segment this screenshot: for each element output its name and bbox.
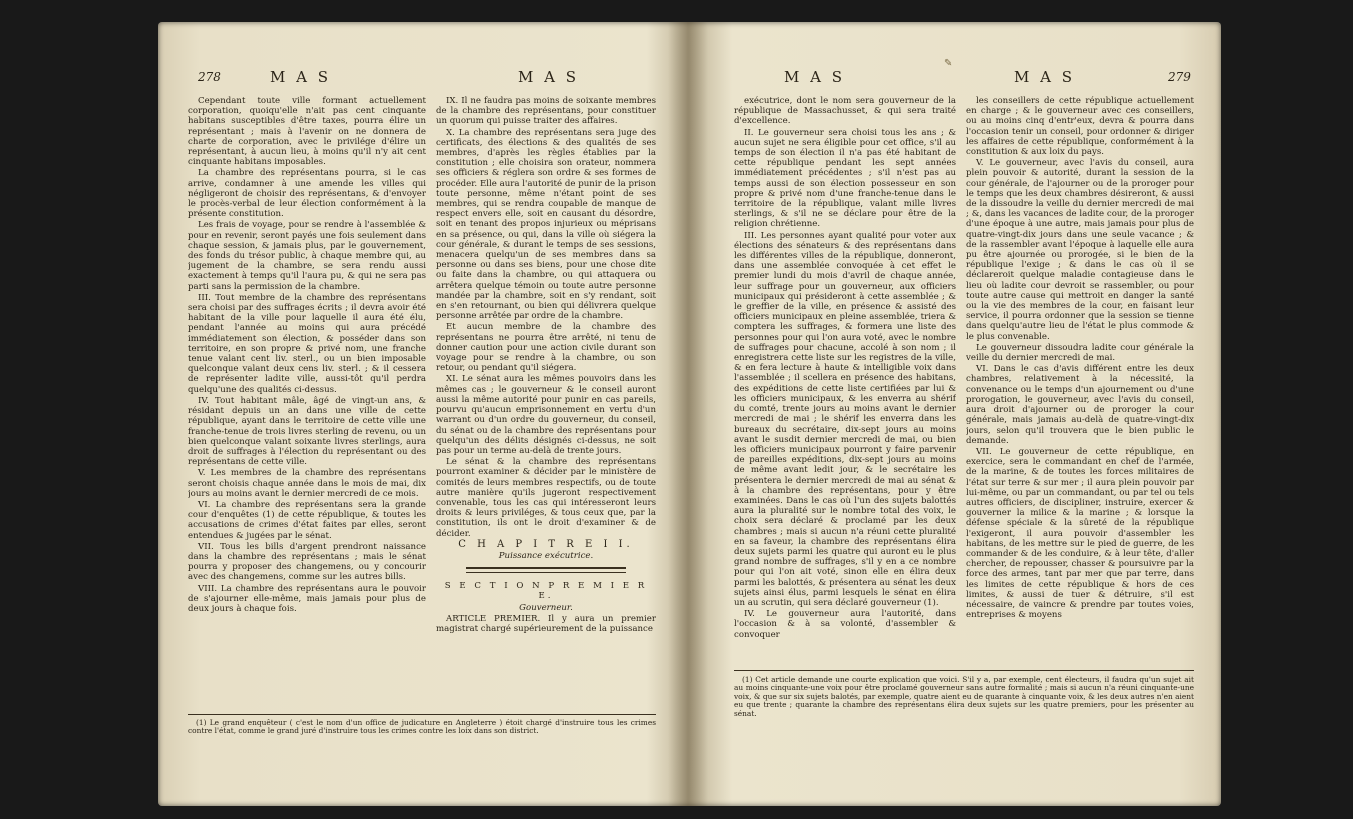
page-number-left: 278 [198, 70, 221, 84]
paragraph: IV. Tout habitant mâle, âgé de vingt-un ans, & résidant depuis un an dans une ville de cette république, ayant dans le territoire de cette ville une franche-tenue de trois livres sterling de revenu, ou un bien quelconque valant soixante livres sterlings, aura droit de suffrages à l'élection du représentant ou des représentans de cette ville. [188, 395, 426, 468]
right-page [698, 22, 1221, 806]
book-spread [158, 22, 1221, 806]
paragraph: VI. La chambre des représentans sera la grande cour d'enquêtes (1) de cette république, & toutes les accusations de crimes d'état faites par elles, seront entendues & jugées par le sénat. [188, 499, 426, 541]
paragraph: Cependant toute ville formant actuellement corporation, quoiqu'elle n'ait pas cent cinquante habitans susceptibles d'être taxes, pourra élire un représentant ; mais à l'avenir on ne donnera de charte de corporation, avec le privilége d'élire un représentant, à aucun lieu, à moins qu'il n'y ait cent cinquante habitans imposables. [188, 96, 426, 168]
section-subtitle: Gouverneur. [519, 602, 573, 613]
footnote-rule [734, 670, 1194, 671]
paragraph: les conseillers de cette république actuellement en charge ; & le gouverneur avec ces conseillers, ou au moins cinq d'entr'eux, devra & pourra dans l'occasion tenir un conseil, pour ordonner & diriger les affaires de cette république, conformément à la constitution & aux loix du pays. [966, 96, 1194, 158]
footnote-text: (1) Cet article demande une courte explication que voici. S'il y a, par exemple, cent électeurs, il faudra qu'un sujet ait au moins cinquante-une voix pour être proclamé gouverneur sans autre formalité ; mais si aucun n'a réuni cinquante-une voix, & que sur six sujets balotés, par exemple, quatre aient eu de quarante à cinquante voix, & les deux autres n'en aient eu que trente ; quarante la chambre des représentans élira deux sujets sur les quatre premiers, pour les présenter au sénat. [734, 676, 1194, 718]
paragraph: II. Le gouverneur sera choisi tous les ans ; & aucun sujet ne sera éligible pour cet office, s'il au temps de son élection il n'a pas été habitant de cette république pendant les sept années immédiatement précédentes ; s'il n'est pas au temps aussi de son élection possesseur en son propre & privé nom d'une franche-tenue dans le territoire de la république, valant mille livres sterlings, & s'il ne se déclare pour être de la religion chrétienne. [734, 127, 956, 230]
section-title: S E C T I O N P R E M I E R E. [444, 581, 648, 602]
footnote-left [188, 719, 656, 759]
paragraph: Le sénat & la chambre des représentans pourront examiner & décider par le ministère de comités de leurs membres respectifs, ou de toute autre manière qu'ils jugeront respectivement convenable, tous les cas qui intéresseront leurs droits & leurs priviléges, & tous ceux que, par la constitution, ils ont le droit d'examiner & de décider. [436, 457, 656, 539]
paragraph: Et aucun membre de la chambre des représentans ne pourra être arrêté, ni tenu de donner caution pour une action civile durant son voyage pour se rendre à la chambre, ou son retour, ou pendant qu'il siégera. [436, 322, 656, 374]
paragraph: ARTICLE PREMIER. Il y aura un premier magistrat chargé supérieurement de la puissance [436, 613, 656, 634]
footnote-right [734, 676, 1194, 732]
paragraph: exécutrice, dont le nom sera gouverneur de la république de Massachusset, & qui sera traité d'excellence. [734, 96, 956, 127]
paragraph: VII. Le gouverneur de cette république, en exercice, sera le commandant en chef de l'armée, de la marine, & de toutes les forces militaires de l'état sur terre & sur mer ; il aura plein pouvoir par lui-même, ou par un commandant, ou par tel ou tels autres officiers, de discipliner, instruire, exercer & gouverner la milice & la marine ; & lorsque la défense spéciale & la sûreté de la république l'exigeront, il aura pouvoir d'assembler les habitans, de les mettre sur le pied de guerre, de les commander & de les conduire, & à leur tête, d'aller chercher, de repousser, chasser & poursuivre par la force des armes, tant par mer que par terre, dans les limites de cette république & hors de ces limites, & aussi de tuer & détruire, s'il est nécessaire, de vaincre & prendre par toutes voies, entreprises & moyens [966, 446, 1194, 621]
paragraph: V. Les membres de la chambre des représentans seront choisis chaque année dans le mois de mai, dix jours au moins avant le dernier mercredi de ce mois. [188, 468, 426, 499]
section-rule [466, 567, 626, 573]
paragraph: V. Le gouverneur, avec l'avis du conseil, aura plein pouvoir & autorité, durant la session de la cour générale, de l'ajourner ou de la proroger pour le temps que les deux chambres désireront, & aussi de la dissoudre la veille du dernier mercredi de mai ; &, dans les vacances de ladite cour, de la proroger d'une époque à une autre, mais jamais pour plus de quatre-vingt-dix jours dans une seule vacance ; & de la rassembler avant l'époque à laquelle elle aura pu être ajournée ou prorogée, si le bien de la république l'exige ; & dans le cas où il se déclareroit quelque maladie contagieuse dans le lieu où ladite cour devroit se rassembler, ou pour toute autre cause qui mettroit en danger la santé ou la vie des membres de la cour, en faisant leur service, il pourra ordonner que la session se tienne dans quelqu'autre lieu de l'état le plus commode & le plus convenable. [966, 158, 1194, 342]
paragraph: III. Les personnes ayant qualité pour voter aux élections des sénateurs & des représentans dans les différentes villes de la république, donneront, dans une assemblée convoquée à cet effet le premier lundi du mois d'avril de chaque année, leur suffrage pour un gouverneur, aux officiers municipaux qui présideront à cette assemblée ; & le greffier de la ville, en présence & assisté des officiers municipaux en pleine assemblée, triera & comptera les suffrages, & formera une liste des personnes pour qui l'on aura voté, avec le nombre de suffrages pour chacune, accolé à son nom ; il enregistrera cette liste sur les registres de la ville, & en fera lecture à haute & intelligible voix dans l'assemblée ; il scellera en présence des habitans, des expéditions de cette liste certifiées par lui & les officiers municipaux, & les enverra au shérif du comté, trente jours au moins avant le dernier mercredi de mai ; le shérif les enverra dans les bureaux du secrétaire, dix-sept jours au moins avant le susdit dernier mercredi de mai, ou bien les officiers municipaux pourront y faire parvenir de pareilles expéditions, dix-sept jours au moins de même avant ledit jour, & le secrétaire les présentera le dernier mercredi de mai au sénat & à la chambre des représentans, pour y être examinées. Dans le cas où l'un des sujets balottés aura la pluralité sur le nombre total des voix, le choix sera déclaré & proclamé par les deux chambres ; mais si aucun n'a réuni cette pluralité en sa faveur, la chambre des représentans élira deux sujets parmi les quatre qui auront eu le plus grand nombre de suffrages, s'il y en a ce nombre pour qui l'on ait voté, sinon elle en élira deux parmi les balottés, & présentera au sénat les deux sujets ainsi élus, parmi lesquels le sénat en élira un au scrutin, qui sera déclaré gouverneur (1). [734, 230, 956, 608]
paragraph: IX. Il ne faudra pas moins de soixante membres de la chambre des représentans, pour constituer un quorum qui puisse traiter des affaires. [436, 96, 656, 127]
paragraph: VIII. La chambre des représentans aura le pouvoir de s'ajourner elle-même, mais jamais pour plus de deux jours à chaque fois. [188, 583, 426, 614]
paragraph: III. Tout membre de la chambre des représentans sera choisi par des suffrages écrits ; il devra avoir été habitant de la ville pour laquelle il aura été élu, pendant l'année au moins qui aura précédé immédiatement son élection, & posséder dans son territoire, en son propre & privé nom, une franche tenue valant cent liv. sterl., ou un bien imposable quelconque valant deux cens liv. sterl. ; & il cessera de représenter ladite ville, aussi-tôt qu'il perdra quelqu'une des qualités ci-dessus. [188, 292, 426, 395]
running-head-left-1: M A S [270, 68, 332, 86]
running-head-right-2: M A S [1014, 68, 1076, 86]
running-head-left-2: M A S [518, 68, 580, 86]
paragraph: X. La chambre des représentans sera juge des certificats, des élections & des qualités de ses membres, d'après les règles établies par la constitution ; elle choisira son orateur, nommera ses officiers & réglera son ordre & ses formes de procéder. Elle aura l'autorité de punir de la prison toute personne, même n'étant point de ses membres, qui se rendra coupable de manque de respect envers elle, soit en causant du désordre, soit en tenant des propos injurieux ou méprisans en sa présence, ou qui, dans la ville où siégera la cour générale, & durant le temps de ses sessions, menacera quelqu'un de ses membres dans sa personne ou dans ses biens, pour une chose dite ou faite dans la chambre, ou qui attaquera ou arrêtera quelque témoin ou toute autre personne mandée par la chambre, soit en s'y rendant, soit en s'en retournant, ou bien qui délivrera quelque personne arrêtée par ordre de la chambre. [436, 127, 656, 322]
paragraph: Le gouverneur dissoudra ladite cour générale la veille du dernier mercredi de mai. [966, 342, 1194, 364]
paragraph: VII. Tous les bills d'argent prendront naissance dans la chambre des représentans ; mais le sénat pourra y proposer des changemens, ou y concourir avec des changemens, comme sur les autres bills. [188, 541, 426, 583]
paragraph: La chambre des représentans pourra, si le cas arrive, condamner à une amende les villes qui négligeront de choisir des représentans, & d'envoyer le procès-verbal de leur élection conformément à la présente constitution. [188, 168, 426, 220]
chapter-subtitle: Puissance exécutrice. [498, 550, 594, 561]
left-column-1 [188, 96, 426, 708]
paragraph: VI. Dans le cas d'avis différent entre les deux chambres, relativement à la nécessité, la convenance ou le temps d'un ajournement ou d'une prorogation, le gouverneur, avec l'avis du conseil, aura droit d'ajourner ou de proroger la cour générale, mais jamais au-delà de quatre-vingt-dix jours, selon qu'il trouvera que le bien public le demande. [966, 364, 1194, 446]
footnote-text: (1) Le grand enquêteur ( c'est le nom d'un office de judicature en Angleterre ) étoit chargé d'instruire tous les crimes contre l'état, comme le grand juré d'instruire tous les crimes contre les loix dans son district. [188, 719, 656, 736]
page-number-right: 279 [1168, 70, 1191, 84]
running-head-right-1: M A S [784, 68, 846, 86]
paragraph: XI. Le sénat aura les mêmes pouvoirs dans les mêmes cas ; le gouverneur & le conseil auront aussi la même autorité pour punir en cas pareils, pourvu qu'aucun emprisonnement en vertu d'un warrant ou d'un ordre du gouverneur, du conseil, du sénat ou de la chambre des représentans pour quelqu'un des délits désignés ci-dessus, ne soit pas pour un terme au-delà de trente jours. [436, 374, 656, 456]
left-column-2 [436, 96, 656, 708]
right-column-2 [966, 96, 1194, 662]
chapter-title: C H A P I T R E I I. [458, 538, 634, 550]
paragraph: IV. Le gouverneur aura l'autorité, dans l'occasion & à sa volonté, d'assembler & convoquer [734, 609, 956, 640]
right-column-1 [734, 96, 956, 662]
paragraph: Les frais de voyage, pour se rendre à l'assemblée & pour en revenir, seront payés une fois seulement dans chaque session, & jamais plus, par le gouvernement, des fonds du trésor public, à chaque membre qui, au jugement de la chambre, se sera rendu aussi exactement à temps qu'il l'aura pu, & qui ne sera pas parti sans la permission de la chambre. [188, 220, 426, 292]
left-page [158, 22, 678, 806]
ink-mark-icon: ✎ [944, 58, 953, 69]
footnote-rule [188, 714, 656, 715]
